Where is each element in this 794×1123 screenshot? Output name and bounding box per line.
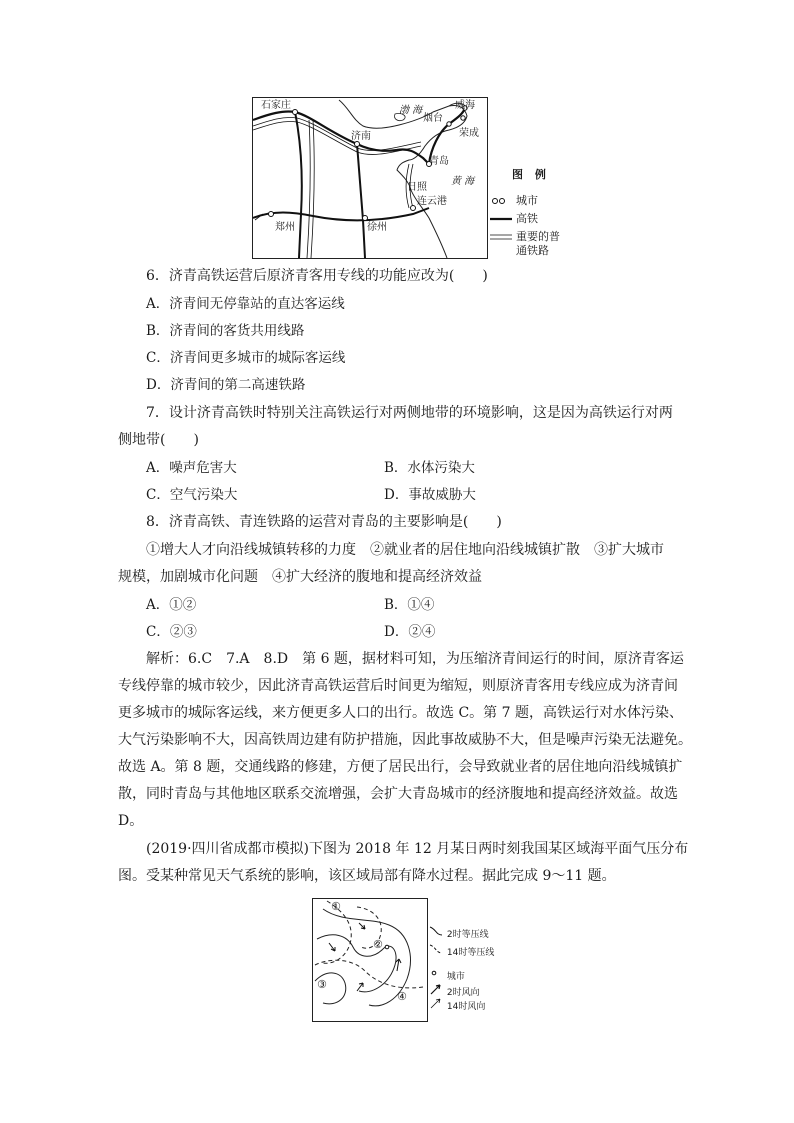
q8-option-b: B．①④ bbox=[384, 597, 435, 613]
analysis-line5: 故选 A。第 8 题，交通线路的修建，方便了居民出行，会导致就业者的居住地向沿线城镇扩 bbox=[118, 759, 683, 775]
pressure-map bbox=[312, 898, 428, 1022]
city-label-lianyungang: 连云港 bbox=[417, 196, 447, 207]
marker-4 bbox=[397, 991, 407, 1002]
analysis-line4: 大气污染影响不大，因高铁周边建有防护措施，因此事故威胁不大，但是噪声污染无法避免。 bbox=[118, 732, 692, 748]
q7-option-b: B．水体污染大 bbox=[384, 460, 475, 476]
q7-option-c: C．空气污染大 bbox=[146, 487, 238, 503]
intro-line1: (2019·四川省成都市模拟)下图为 2018 年 12 月某日两时刻我国某区域海平面气压分布 bbox=[146, 841, 689, 857]
city-label-weihai: 威海 bbox=[455, 100, 475, 111]
q8-stem: 8．济青高铁、青连铁路的运营对青岛的主要影响是( ) bbox=[146, 514, 502, 530]
q6-option-a: A．济青间无停靠站的直达客运线 bbox=[146, 296, 345, 312]
analysis-line1: 解析：6.C 7.A 8.D 第 6 题，据材料可知，为压缩济青间运行的时间，原济青客运 bbox=[146, 651, 684, 667]
wind-arrow-14h-icon bbox=[428, 997, 444, 1009]
city-label-yantai: 烟台 bbox=[423, 113, 443, 124]
q6-option-c: C．济青间更多城市的城际客运线 bbox=[146, 350, 346, 366]
q8-items-line1: ①增大人才向沿线城镇转移的力度 ②就业者的居住地向沿线城镇扩散 ③扩大城市 bbox=[146, 542, 664, 558]
q8-option-d: D．②④ bbox=[384, 624, 436, 640]
legend-isobar14-label: 14时等压线 bbox=[446, 948, 495, 958]
city-label-xuzhou: 徐州 bbox=[367, 222, 387, 233]
legend-railway-label-2: 通铁路 bbox=[516, 244, 549, 257]
legend-city-label: 城市 bbox=[516, 194, 538, 207]
railway-line-icon bbox=[490, 231, 516, 244]
legend-title: 图 例 bbox=[512, 168, 550, 181]
city-label-rizhao: 日照 bbox=[407, 182, 427, 193]
marker-2 bbox=[373, 939, 383, 950]
analysis-line7: D。 bbox=[118, 813, 144, 829]
city-label-rongcheng: 荣成 bbox=[459, 128, 479, 139]
intro-line2: 图。受某种常见天气系统的影响，该区域局部有降水过程。据此完成 9～11 题。 bbox=[118, 868, 616, 884]
marker-4-text: ④ bbox=[397, 990, 407, 1003]
dashed-isobar-icon bbox=[428, 943, 444, 955]
marker-1-text: ① bbox=[331, 900, 341, 913]
railway-map bbox=[252, 97, 488, 259]
q8-items-line2: 规模，加剧城市化问题 ④扩大经济的腹地和提高经济效益 bbox=[118, 569, 482, 585]
hsr-line-icon bbox=[490, 213, 516, 226]
legend-hsr-label: 高铁 bbox=[516, 212, 538, 225]
solid-isobar-icon bbox=[428, 925, 444, 937]
legend-city-row bbox=[490, 192, 538, 208]
q7-stem-line1: 7．设计济青高铁时特别关注高铁运行对两侧地带的环境影响，这是因为高铁运行对两 bbox=[146, 405, 673, 421]
city-label-shijiazhuang: 石家庄 bbox=[261, 100, 291, 111]
city-dot-icon-2 bbox=[428, 967, 444, 979]
legend-wind14-label: 14时风向 bbox=[446, 1002, 486, 1012]
city-label-qingdao: 青岛 bbox=[429, 156, 449, 167]
marker-3-text: ③ bbox=[317, 978, 327, 991]
legend-city-row-2 bbox=[428, 967, 465, 982]
q6-stem: 6．济青高铁运营后原济青客用专线的功能应改为( ) bbox=[146, 268, 488, 284]
legend-hsr-row bbox=[490, 210, 538, 226]
q8-option-a: A．①② bbox=[146, 597, 197, 613]
legend-isobar2-label: 2时等压线 bbox=[446, 930, 489, 940]
q6-option-d: D．济青间的第二高速铁路 bbox=[146, 377, 306, 393]
marker-1 bbox=[331, 901, 341, 912]
pressure-map-drawing bbox=[313, 899, 427, 1021]
q8-option-c: C．②③ bbox=[146, 624, 197, 640]
legend-isobar14-row bbox=[428, 943, 494, 958]
q7-option-a: A．噪声危害大 bbox=[146, 460, 237, 476]
marker-3 bbox=[317, 979, 327, 990]
sea-label-bohai: 渤 海 bbox=[399, 105, 423, 116]
city-label-zhengzhou: 郑州 bbox=[275, 222, 295, 233]
legend-isobar2-row bbox=[428, 925, 489, 940]
legend-wind2-row bbox=[428, 983, 480, 998]
q7-option-d: D．事故威胁大 bbox=[384, 487, 476, 503]
sea-label-huanghai: 黄 海 bbox=[451, 176, 475, 187]
city-label-jinan: 济南 bbox=[351, 131, 371, 142]
wind-arrow-2h-icon bbox=[428, 983, 444, 995]
legend-city-label-2: 城市 bbox=[446, 972, 465, 982]
analysis-line6: 散，同时青岛与其他地区联系交流增强，会扩大青岛城市的经济腹地和提高经济效益。故选 bbox=[118, 786, 678, 802]
q7-stem-line2: 侧地带( ) bbox=[118, 432, 199, 448]
legend-railway-label-1: 重要的普 bbox=[516, 230, 560, 243]
legend-wind14-row bbox=[428, 997, 485, 1012]
analysis-line2: 专线停靠的城市较少，因此济青高铁运营后时间更为缩短，则原济青客用专线应成为济青间 bbox=[118, 678, 678, 694]
city-dot-icon bbox=[490, 195, 516, 208]
q6-option-b: B．济青间的客货共用线路 bbox=[146, 323, 305, 339]
analysis-line3: 更多城市的城际客运线，来方便更多人口的出行。故选 C。第 7 题，高铁运行对水体污染、 bbox=[118, 705, 683, 721]
legend-wind2-label: 2时风向 bbox=[446, 988, 480, 998]
marker-2-text: ② bbox=[373, 938, 383, 951]
